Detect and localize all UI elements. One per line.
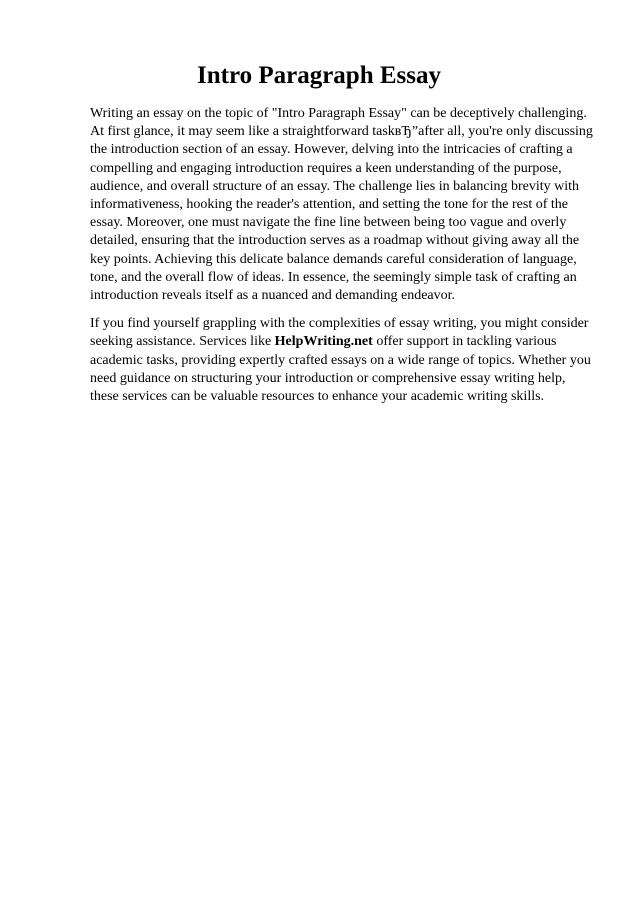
paragraph-assistance-text-end: offer support in tackling various academic tasks, providing expertly crafted essays on a wide range of topics. Whether you need guidance on structuring your introduction or comprehensive essay writing help, these services can be valuable resources to enhance your academic writing skills.	[90, 334, 591, 405]
helpwriting-link[interactable]: HelpWriting.net	[274, 334, 373, 350]
document-title: Intro Paragraph Essay	[196, 62, 441, 89]
document-body	[90, 105, 596, 416]
paragraph-assistance-text-start: If you find yourself grappling with the complexities of essay writing, you might consider seeking assistance. Services like	[90, 316, 589, 350]
paragraph-assistance	[90, 315, 596, 406]
paragraph-intro: Writing an essay on the topic of "Intro Paragraph Essay" can be deceptively challenging. At first glance, it may seem like a straightforward taskвЂ”after all, you're only discussing the introduction section of an essay. However, delving into the intricacies of crafting a compelling and engaging introduction requires a keen understanding of the purpose, audience, and overall structure of an essay. The challenge lies in balancing brevity with informativeness, hooking the reader's attention, and setting the tone for the rest of the essay. Moreover, one must navigate the fine line between being too vague and overly detailed, ensuring that the introduction serves as a roadmap without giving away all the key points. Achieving this delicate balance demands careful consideration of language, tone, and the overall flow of ideas. In essence, the seemingly simple task of crafting an introduction reveals itself as a nuanced and demanding endeavor.	[90, 106, 593, 304]
